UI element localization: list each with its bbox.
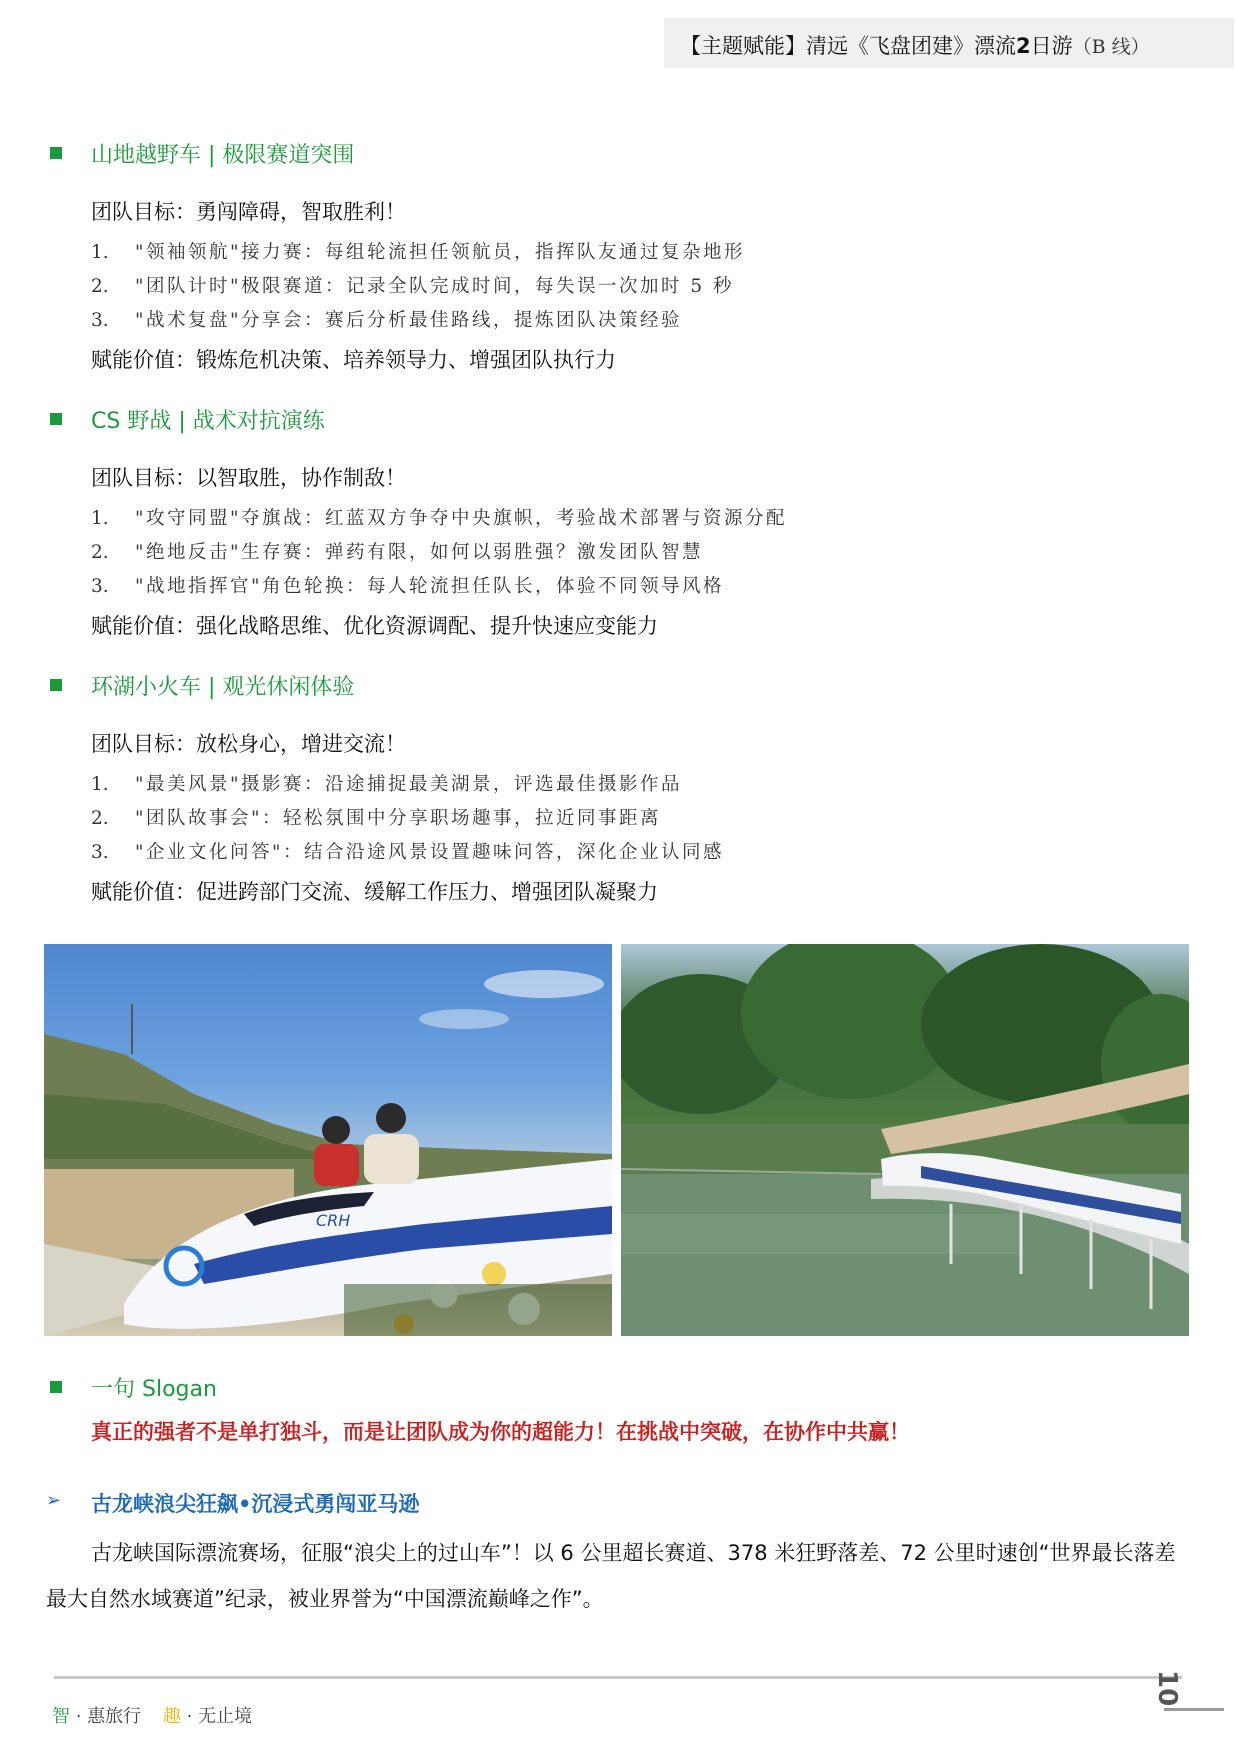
- list-item-number: 1.: [91, 242, 109, 263]
- list-item: [91, 306, 682, 332]
- footer-tagline-part4: · 无止境: [186, 1706, 253, 1727]
- list-item-number: 1.: [91, 774, 109, 795]
- list-item-number: 2.: [91, 808, 109, 829]
- page-header-title: [680, 30, 1150, 60]
- section-offroad: [46, 138, 1196, 372]
- footer-tagline-part1: 智: [52, 1706, 70, 1727]
- photo-train-riders-illustration: [44, 944, 612, 1336]
- list-item-number: 2.: [91, 276, 109, 297]
- list-item: [91, 272, 734, 298]
- footer-tagline-part2: · 惠旅行: [75, 1706, 142, 1727]
- gulong-title: 古龙峡浪尖狂飙•沉浸式勇闯亚马逊: [91, 1492, 420, 1516]
- bullet-square-icon: [50, 413, 62, 425]
- footer-tagline: [52, 1702, 252, 1728]
- list-item-text: "最美风景"摄影赛：沿途捕捉最美湖景，评选最佳摄影作品: [135, 774, 683, 795]
- team-goal: 团队目标：勇闯障碍，智取胜利！: [91, 200, 406, 224]
- list-item: [91, 770, 682, 796]
- list-item-text: "团队计时"极限赛道：记录全队完成时间，每失误一次加时 5 秒: [135, 276, 735, 297]
- footer-tagline-part3: 趣: [162, 1706, 181, 1727]
- list-item-text: "团队故事会"：轻松氛围中分享职场趣事，拉近同事距离: [135, 808, 662, 829]
- list-item-number: 3.: [91, 310, 109, 331]
- photo-lake-train: [621, 944, 1189, 1336]
- slogan-text: 真正的强者不是单打独斗，而是让团队成为你的超能力！在挑战中突破，在协作中共赢！: [91, 1420, 910, 1444]
- list-item-number: 3.: [91, 842, 109, 863]
- list-item-text: "战地指挥官"角色轮换：每人轮流担任队长，体验不同领导风格: [135, 576, 725, 597]
- section-title: 环湖小火车 | 观光休闲体验: [91, 675, 355, 700]
- bullet-square-icon: [50, 1381, 62, 1393]
- team-goal: 团队目标：以智取胜，协作制敌！: [91, 466, 406, 490]
- section-title: 山地越野车 | 极限赛道突围: [91, 143, 355, 168]
- arrow-bullet-icon: ➢: [46, 1490, 62, 1511]
- list-item: [91, 804, 661, 830]
- section-title: 一句 Slogan: [91, 1377, 217, 1402]
- bullet-square-icon: [50, 679, 62, 691]
- page-number: 10: [1152, 1670, 1182, 1707]
- list-item-text: "战术复盘"分享会：赛后分析最佳路线，提炼团队决策经验: [135, 310, 683, 331]
- header-title-part1: 【主题赋能】清远《飞盘团建》漂流: [680, 34, 1016, 58]
- list-item: [91, 538, 703, 564]
- gulong-description: 古龙峡国际漂流赛场，征服“浪尖上的过山车”！以 6 公里超长赛道、378 米狂野落差、72 公里时速创“世界最长落差最大自然水域赛道”纪录，被业界誉为“中国漂流巅峰之作”。: [46, 1541, 1176, 1611]
- footer-page-dash: [1164, 1708, 1224, 1711]
- section-cs-field: [46, 404, 1196, 638]
- header-title-bold: 2: [1016, 34, 1031, 58]
- section-heading: [46, 1372, 1196, 1406]
- section-heading: [46, 670, 1196, 704]
- photo-lake-train-illustration: [621, 944, 1189, 1336]
- section-slogan: [46, 1372, 1196, 1406]
- section-heading: [46, 138, 1196, 172]
- photo-train-riders: [44, 944, 612, 1336]
- list-item-text: "绝地反击"生存赛：弹药有限，如何以弱胜强？激发团队智慧: [135, 542, 704, 563]
- list-item-number: 1.: [91, 508, 109, 529]
- footer-divider: [54, 1676, 1182, 1679]
- list-item-number: 2.: [91, 542, 109, 563]
- section-heading: [46, 404, 1196, 438]
- header-title-suffix: （B 线）: [1072, 36, 1150, 58]
- empowerment-value: 赋能价值：锻炼危机决策、培养领导力、增强团队执行力: [91, 348, 616, 372]
- section-lake-train: [46, 670, 1196, 904]
- list-item-text: "企业文化问答"：结合沿途风景设置趣味问答，深化企业认同感: [135, 842, 725, 863]
- list-item-text: "攻守同盟"夺旗战：红蓝双方争夺中央旗帜，考验战术部署与资源分配: [135, 508, 788, 529]
- bullet-square-icon: [50, 147, 62, 159]
- empowerment-value: 赋能价值：促进跨部门交流、缓解工作压力、增强团队凝聚力: [91, 880, 658, 904]
- list-item: [91, 572, 724, 598]
- empowerment-value: 赋能价值：强化战略思维、优化资源调配、提升快速应变能力: [91, 614, 658, 638]
- list-item-number: 3.: [91, 576, 109, 597]
- list-item-text: "领袖领航"接力赛：每组轮流担任领航员，指挥队友通过复杂地形: [135, 242, 746, 263]
- list-item: [91, 238, 745, 264]
- list-item: [91, 504, 787, 530]
- team-goal: 团队目标：放松身心，增进交流！: [91, 732, 406, 756]
- section-title: CS 野战 | 战术对抗演练: [91, 409, 325, 434]
- header-title-part2: 日游: [1030, 34, 1073, 58]
- list-item: [91, 838, 724, 864]
- train-logo-text: CRH: [316, 1211, 351, 1230]
